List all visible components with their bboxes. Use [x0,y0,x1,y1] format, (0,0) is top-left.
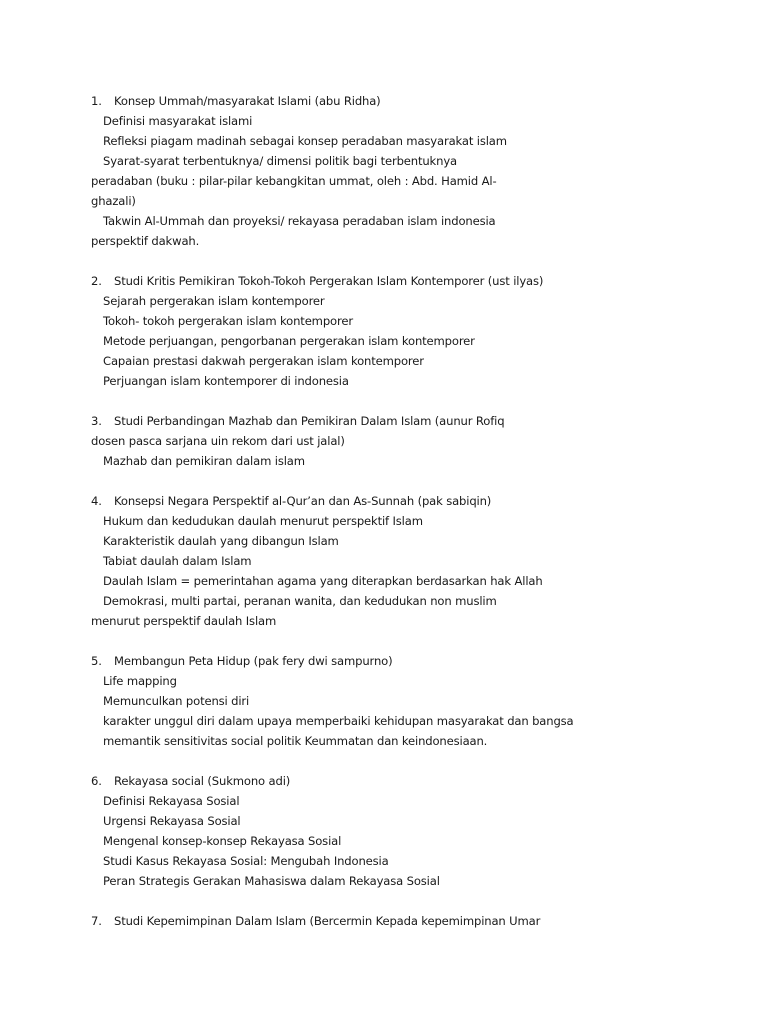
section-title: Membangun Peta Hidup (pak fery dwi sampurno) [114,654,393,668]
section-line: Tokoh- tokoh pergerakan islam kontemporer [103,314,353,328]
section-title: Studi Kepemimpinan Dalam Islam (Bercermin Kepada kepemimpinan Umar [114,914,541,928]
section-number: 4. [91,494,102,508]
section-line: Karakteristik daulah yang dibangun Islam [103,534,339,548]
section-line: Studi Kasus Rekayasa Sosial: Mengubah Indonesia [103,854,389,868]
section-line: Mengenal konsep-konsep Rekayasa Sosial [103,834,342,848]
section-title: Studi Perbandingan Mazhab dan Pemikiran Dalam Islam (aunur Rofiq [114,414,505,428]
section-line: karakter unggul diri dalam upaya memperbaiki kehidupan masyarakat dan bangsa [103,714,574,728]
section-line: Metode perjuangan, pengorbanan pergerakan islam kontemporer [103,334,475,348]
section-line: dosen pasca sarjana uin rekom dari ust jalal) [91,434,345,448]
section-line: Demokrasi, multi partai, peranan wanita, dan kedudukan non muslim [103,594,497,608]
section-line: Definisi masyarakat islami [103,114,253,128]
section-line: Sejarah pergerakan islam kontemporer [103,294,325,308]
section-line: Tabiat daulah dalam Islam [103,554,252,568]
section-line: Life mapping [103,674,177,688]
section-title: Studi Kritis Pemikiran Tokoh-Tokoh Pergerakan Islam Kontemporer (ust ilyas) [114,274,544,288]
section-line: Peran Strategis Gerakan Mahasiswa dalam Rekayasa Sosial [103,874,440,888]
section-number: 2. [91,274,102,288]
section-line: memantik sensitivitas social politik Keummatan dan keindonesiaan. [103,734,488,748]
section-line: perspektif dakwah. [91,234,200,248]
section-line: Capaian prestasi dakwah pergerakan islam kontemporer [103,354,424,368]
section-line: Perjuangan islam kontemporer di indonesia [103,374,349,388]
section-line: Takwin Al-Ummah dan proyeksi/ rekayasa peradaban islam indonesia [103,214,496,228]
section-line: peradaban (buku : pilar-pilar kebangkitan ummat, oleh : Abd. Hamid Al- [91,174,497,188]
section-number: 1. [91,94,102,108]
section-line: Urgensi Rekayasa Sosial [103,814,241,828]
section-title: Konsep Ummah/masyarakat Islami (abu Ridha) [114,94,381,108]
section-line: Refleksi piagam madinah sebagai konsep peradaban masyarakat islam [103,134,507,148]
section-line: Hukum dan kedudukan daulah menurut perspektif Islam [103,514,423,528]
section-line: ghazali) [91,194,136,208]
section-line: Syarat-syarat terbentuknya/ dimensi politik bagi terbentuknya [103,154,457,168]
section-line: Mazhab dan pemikiran dalam islam [103,454,305,468]
section-number: 5. [91,654,102,668]
section-number: 6. [91,774,102,788]
section-line: Memunculkan potensi diri [103,694,250,708]
section-line: Daulah Islam = pemerintahan agama yang diterapkan berdasarkan hak Allah [103,574,543,588]
section-title: Konsepsi Negara Perspektif al-Qur’an dan As-Sunnah (pak sabiqin) [114,494,492,508]
section-line: menurut perspektif daulah Islam [91,614,277,628]
section-number: 7. [91,914,102,928]
section-line: Definisi Rekayasa Sosial [103,794,240,808]
section-number: 3. [91,414,102,428]
section-title: Rekayasa social (Sukmono adi) [114,774,291,788]
